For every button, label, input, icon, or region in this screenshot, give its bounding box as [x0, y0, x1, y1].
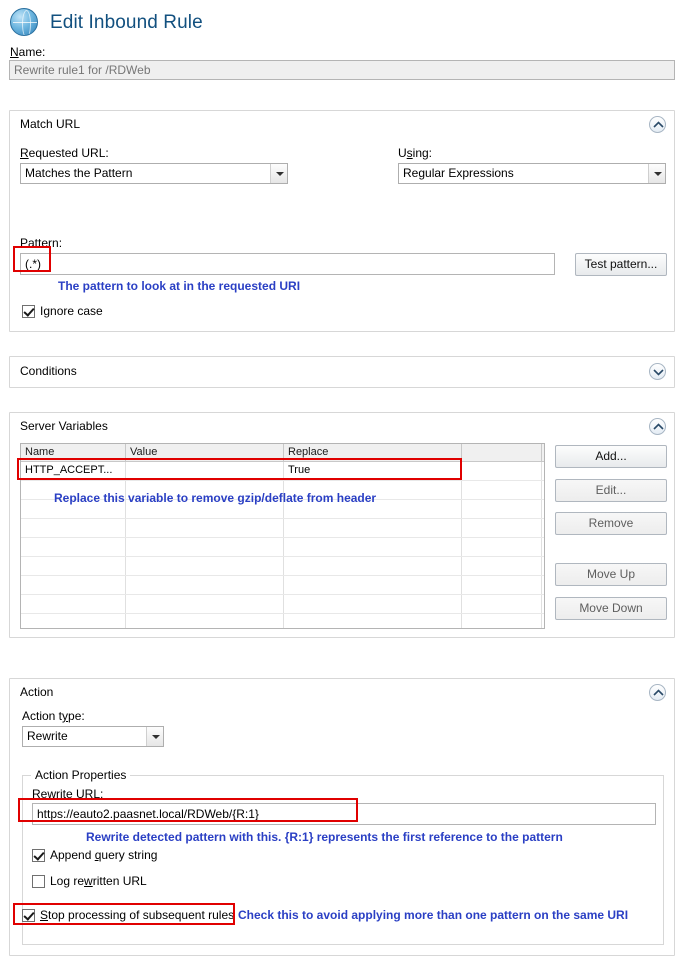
chevron-up-icon[interactable]	[649, 684, 666, 701]
using-label: Using:	[398, 146, 433, 160]
server-variables-group	[9, 412, 675, 638]
stop-processing-checkbox[interactable]	[22, 908, 234, 922]
rewrite-url-label: Rewrite URL:	[32, 787, 104, 801]
table-row-empty[interactable]	[21, 538, 544, 557]
cell-name: HTTP_ACCEPT...	[21, 462, 126, 480]
chevron-up-icon[interactable]	[649, 418, 666, 435]
conditions-group[interactable]	[9, 356, 675, 388]
column-header-value: Value	[126, 444, 284, 461]
cell-value	[126, 462, 284, 480]
chevron-down-icon[interactable]	[270, 164, 287, 183]
match-url-title: Match URL	[20, 117, 81, 131]
append-query-string-label: Append query string	[50, 848, 158, 862]
server-variables-annotation: Replace this variable to remove gzip/deflate from header	[54, 491, 377, 505]
action-properties-title: Action Properties	[31, 768, 130, 782]
checkbox-box	[22, 305, 35, 318]
remove-button[interactable]: Remove	[555, 512, 667, 535]
action-header	[10, 679, 674, 705]
page-title: Edit Inbound Rule	[50, 12, 203, 33]
log-rewritten-url-checkbox[interactable]	[32, 874, 147, 888]
rewrite-url-annotation: Rewrite detected pattern with this. {R:1} represents the first reference to the pattern	[86, 830, 563, 844]
add-button[interactable]: Add...	[555, 445, 667, 468]
column-header-replace: Replace	[284, 444, 462, 461]
using-value: Regular Expressions	[403, 166, 514, 180]
chevron-down-icon[interactable]	[649, 363, 666, 380]
cell-replace: True	[284, 462, 462, 480]
table-row-empty[interactable]	[21, 576, 544, 595]
requested-url-label: Requested URL:	[20, 146, 109, 160]
cell-extra	[462, 462, 542, 480]
conditions-header[interactable]	[10, 357, 674, 383]
server-variables-grid[interactable]	[20, 443, 545, 629]
table-row-empty[interactable]	[21, 519, 544, 538]
server-variables-header	[10, 413, 674, 439]
action-title: Action	[20, 685, 54, 699]
requested-url-value: Matches the Pattern	[25, 166, 133, 180]
conditions-title: Conditions	[20, 364, 77, 378]
chevron-down-icon[interactable]	[146, 727, 163, 746]
action-type-label: Action type:	[22, 709, 85, 723]
chevron-up-icon[interactable]	[649, 116, 666, 133]
chevron-down-icon[interactable]	[648, 164, 665, 183]
requested-url-select[interactable]	[20, 163, 288, 184]
column-header-name: Name	[21, 444, 126, 461]
checkbox-box	[32, 875, 45, 888]
test-pattern-button[interactable]: Test pattern...	[575, 253, 667, 276]
stop-processing-label: Stop processing of subsequent rules	[40, 908, 235, 922]
rewrite-url-input[interactable]	[32, 803, 656, 825]
globe-icon	[10, 8, 40, 38]
match-url-group	[9, 110, 675, 332]
rule-name-input[interactable]	[9, 60, 675, 80]
action-type-select[interactable]	[22, 726, 164, 747]
pattern-annotation: The pattern to look at in the requested URI	[58, 279, 301, 293]
table-row[interactable]	[21, 462, 544, 481]
stop-processing-annotation: Check this to avoid applying more than one pattern on the same URI	[238, 908, 629, 922]
name-label: Name:	[10, 45, 46, 59]
using-select[interactable]	[398, 163, 666, 184]
checkbox-box	[22, 909, 35, 922]
server-variables-title: Server Variables	[20, 419, 108, 433]
move-up-button[interactable]: Move Up	[555, 563, 667, 586]
ignore-case-label: Ignore case	[40, 304, 103, 318]
table-row-empty[interactable]	[21, 557, 544, 576]
action-type-value: Rewrite	[27, 729, 68, 743]
table-row-empty[interactable]	[21, 595, 544, 614]
pattern-label: Pattern:	[20, 236, 63, 250]
pattern-input[interactable]	[20, 253, 555, 275]
log-rewritten-url-label: Log rewritten URL	[50, 874, 147, 888]
match-url-header	[10, 111, 674, 137]
column-header-extra	[462, 444, 542, 461]
edit-button[interactable]: Edit...	[555, 479, 667, 502]
table-row-empty[interactable]	[21, 614, 544, 629]
ignore-case-checkbox[interactable]	[22, 304, 103, 318]
move-down-button[interactable]: Move Down	[555, 597, 667, 620]
checkbox-box	[32, 849, 45, 862]
append-query-string-checkbox[interactable]	[32, 848, 157, 862]
action-group	[9, 678, 675, 956]
grid-header-row	[21, 444, 544, 462]
dialog-header	[10, 6, 674, 40]
